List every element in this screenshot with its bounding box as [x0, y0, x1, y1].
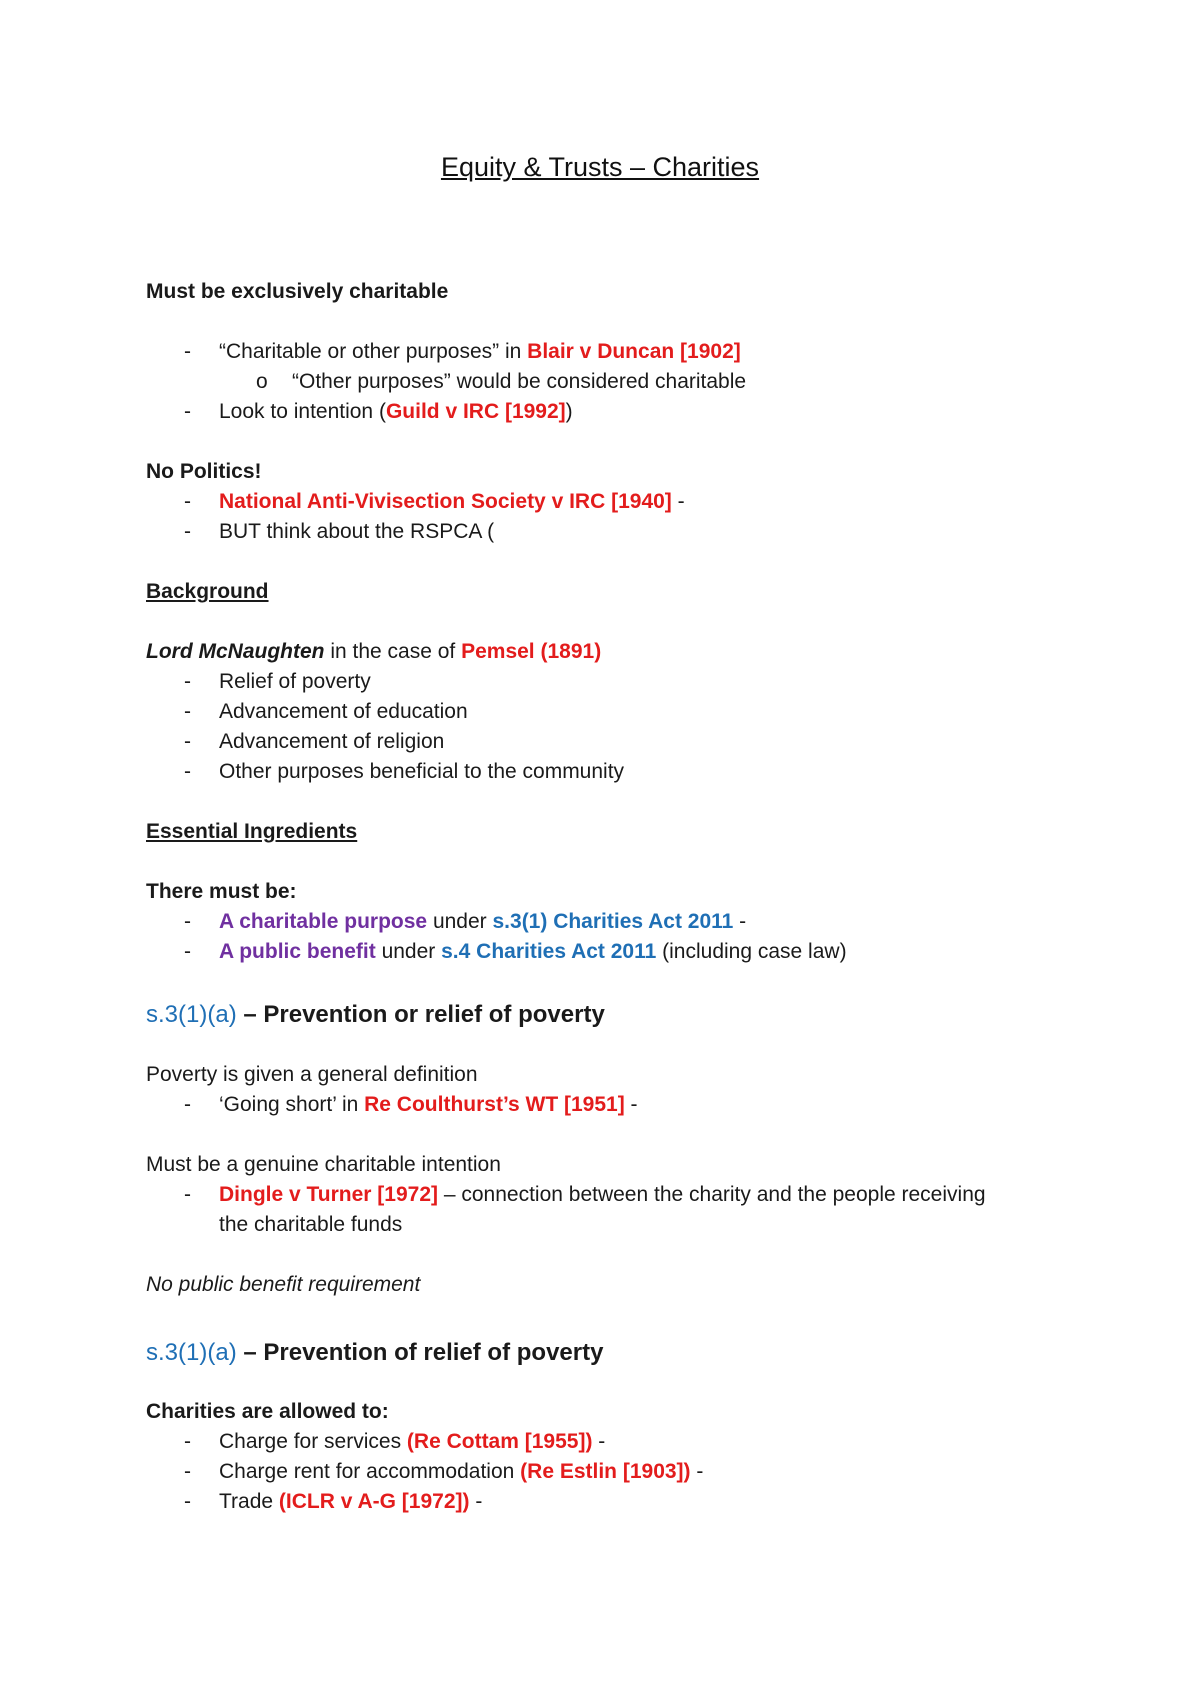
item-text: – connection between the charity and the people receiving — [438, 1183, 986, 1206]
bullet-dash: - — [184, 760, 191, 783]
bullet-dash: - — [184, 340, 191, 363]
item-text-end: - — [469, 1490, 483, 1513]
case-ref: Re Coulthurst’s WT [1951] — [364, 1093, 625, 1116]
intro-text: in the case of — [324, 640, 462, 663]
list-item — [219, 1182, 986, 1208]
item-text: Look to intention ( — [219, 400, 386, 423]
case-ref: National Anti-Vivisection Society v IRC [1940] — [219, 490, 672, 513]
item-text-end: - — [690, 1460, 704, 1483]
section-ref: s.3(1)(a) — [146, 1339, 237, 1366]
case-ref: (Re Estlin [1903]) — [520, 1460, 691, 1483]
section-ref: s.3(1)(a) — [146, 1001, 237, 1028]
item-text: “Charitable or other purposes” in — [219, 340, 528, 363]
sub-bullet-circle: o — [256, 370, 268, 393]
section-heading-poverty — [146, 1000, 605, 1030]
paragraph: Poverty is given a general definition — [146, 1063, 478, 1086]
list-item: Advancement of education — [219, 700, 468, 723]
item-text: ‘Going short’ in — [219, 1093, 365, 1116]
bullet-dash: - — [184, 670, 191, 693]
list-item: Advancement of religion — [219, 730, 445, 753]
item-text: Trade — [219, 1490, 279, 1513]
list-item — [219, 1489, 482, 1515]
bullet-dash: - — [184, 1430, 191, 1453]
bullet-dash: - — [184, 1490, 191, 1513]
sub-list-item: “Other purposes” would be considered charitable — [292, 370, 747, 393]
section-heading-poverty-2 — [146, 1338, 603, 1368]
item-text-end: - — [624, 1093, 638, 1116]
section-title: – Prevention of relief of poverty — [236, 1339, 604, 1366]
heading-ingredients: Essential Ingredients — [146, 820, 358, 843]
list-item — [219, 1429, 605, 1455]
item-text-end: - — [671, 490, 685, 513]
bullet-dash: - — [184, 400, 191, 423]
key-term: A charitable purpose — [219, 910, 428, 933]
key-term: A public benefit — [219, 940, 376, 963]
list-item — [219, 399, 573, 425]
item-text: Charge for services — [219, 1430, 407, 1453]
bullet-dash: - — [184, 490, 191, 513]
case-ref: Dingle v Turner [1972] — [219, 1183, 439, 1206]
list-item — [219, 939, 847, 965]
list-item-continuation: the charitable funds — [219, 1213, 403, 1236]
statute-ref: s.4 Charities Act 2011 — [441, 940, 657, 963]
bullet-dash: - — [184, 520, 191, 543]
item-text-end: ) — [565, 400, 573, 423]
italic-note: No public benefit requirement — [146, 1273, 421, 1296]
case-ref: Blair v Duncan [1902] — [527, 340, 741, 363]
bullet-dash: - — [184, 700, 191, 723]
background-intro — [146, 639, 601, 665]
statute-ref: s.3(1) Charities Act 2011 — [492, 910, 734, 933]
item-text-end: (including case law) — [656, 940, 847, 963]
bullet-dash: - — [184, 940, 191, 963]
case-ref: (Re Cottam [1955]) — [406, 1430, 593, 1453]
section-title: – Prevention or relief of poverty — [236, 1001, 605, 1028]
list-item — [219, 489, 685, 515]
list-item — [219, 909, 746, 935]
bullet-dash: - — [184, 1460, 191, 1483]
list-item: Other purposes beneficial to the community — [219, 760, 625, 783]
page-title: Equity & Trusts – Charities — [440, 152, 760, 182]
list-item — [219, 339, 741, 365]
list-item — [219, 1459, 703, 1485]
item-text: Charge rent for accommodation — [219, 1460, 521, 1483]
item-text-end: - — [733, 910, 747, 933]
bullet-dash: - — [184, 910, 191, 933]
ingredients-subheading: There must be: — [146, 880, 297, 903]
item-text-end: - — [592, 1430, 606, 1453]
bullet-dash: - — [184, 1093, 191, 1116]
section-subheading: Charities are allowed to: — [146, 1400, 389, 1423]
item-text: under — [427, 910, 493, 933]
list-item: Relief of poverty — [219, 670, 371, 693]
case-ref: (ICLR v A-G [1972]) — [278, 1490, 470, 1513]
bullet-dash: - — [184, 1183, 191, 1206]
judge-name: Lord McNaughten — [146, 640, 325, 663]
list-item: BUT think about the RSPCA ( — [219, 520, 495, 543]
case-ref: Pemsel (1891) — [461, 640, 602, 663]
paragraph: Must be a genuine charitable intention — [146, 1153, 501, 1176]
item-text: under — [375, 940, 442, 963]
heading-politics: No Politics! — [146, 460, 262, 483]
list-item — [219, 1092, 638, 1118]
heading-exclusive: Must be exclusively charitable — [146, 280, 449, 303]
case-ref: Guild v IRC [1992] — [385, 400, 566, 423]
bullet-dash: - — [184, 730, 191, 753]
heading-background: Background — [146, 580, 269, 603]
